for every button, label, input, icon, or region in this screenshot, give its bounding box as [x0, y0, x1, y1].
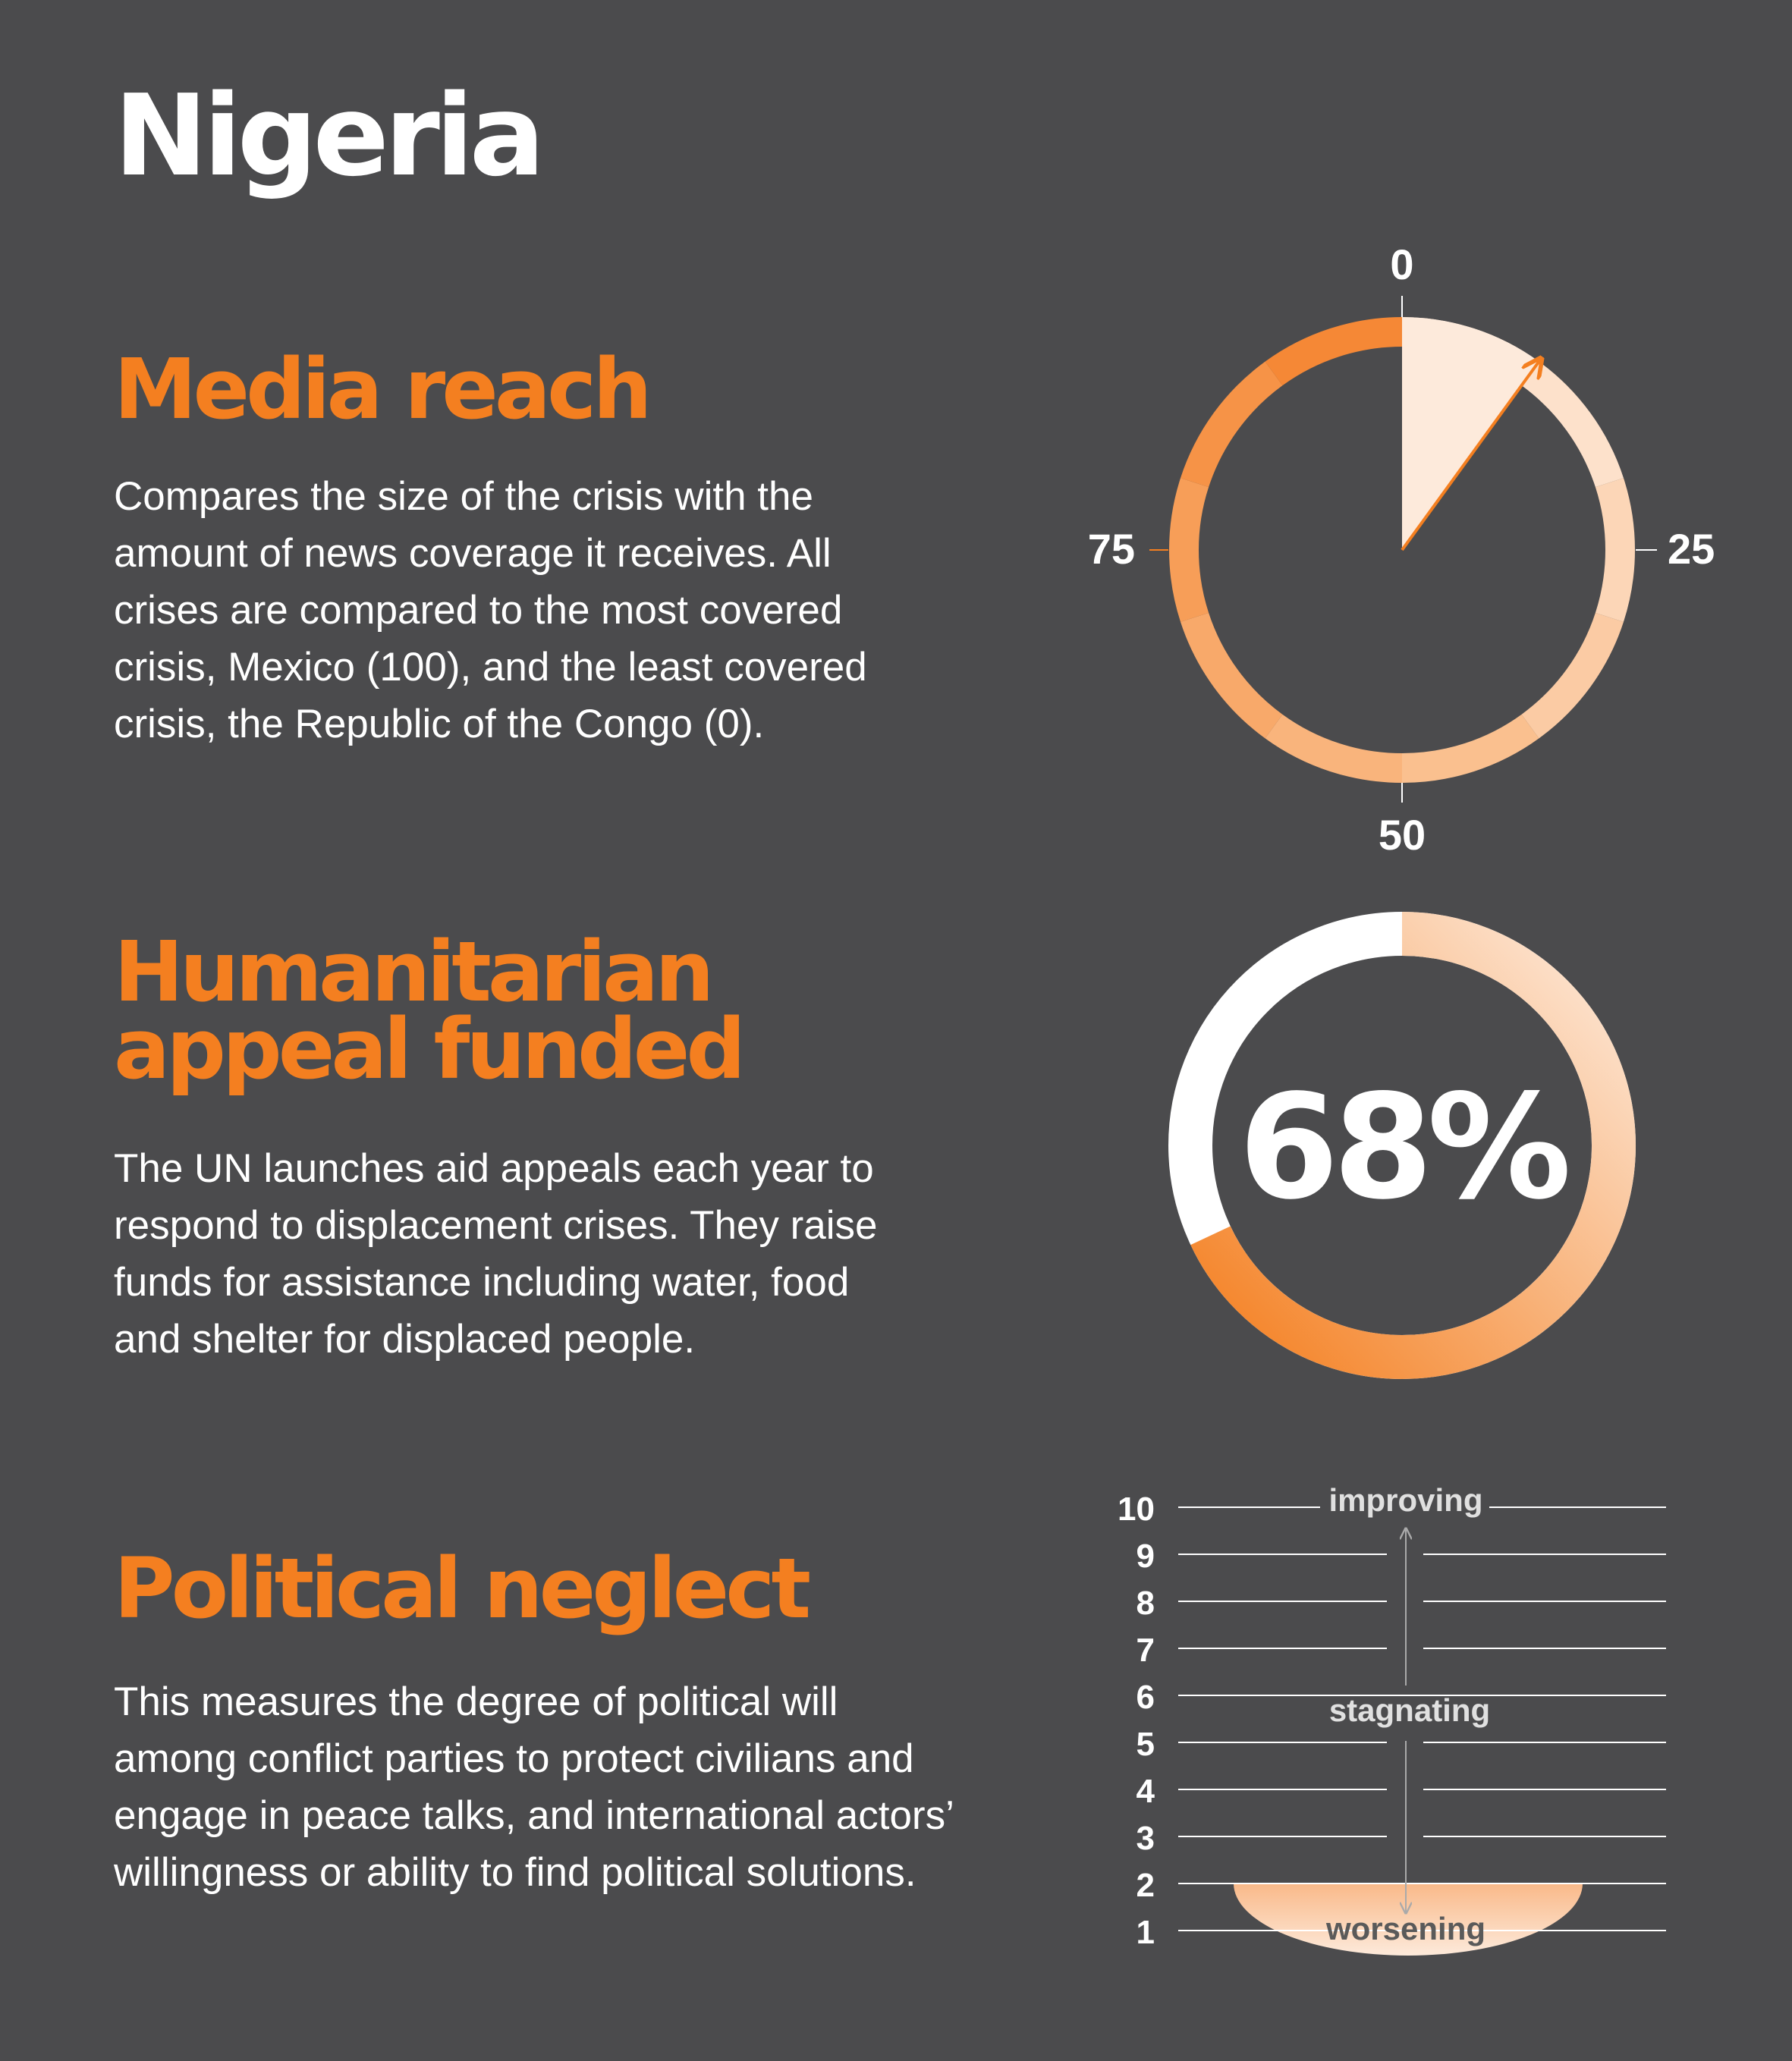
label-improving: improving — [1328, 1482, 1483, 1518]
media-reach-gauge — [1088, 240, 1715, 859]
label-stagnating: stagnating — [1328, 1692, 1491, 1728]
media-reach-line: amount of news coverage it receives. All — [114, 531, 832, 576]
gauge-segment — [1402, 715, 1539, 783]
gauge-label-50: 50 — [1378, 811, 1426, 859]
scale-number: 2 — [1136, 1867, 1155, 1904]
gauge-segment — [1181, 362, 1282, 488]
gauge-segment — [1169, 478, 1209, 622]
scale-number: 8 — [1136, 1585, 1155, 1622]
humanitarian-line: respond to displacement crises. They raise — [114, 1203, 878, 1248]
scale-number: 5 — [1136, 1726, 1155, 1763]
political-neglect-line: willingness or ability to find political solutions. — [114, 1850, 916, 1895]
neglect-scale — [1118, 1482, 1666, 1956]
page-title: Nigeria — [114, 71, 541, 201]
gauge-segment — [1181, 613, 1282, 739]
scale-numbers — [1118, 1491, 1155, 1951]
gauge-label-0: 0 — [1390, 240, 1414, 288]
funded-percent-label: 68% — [1238, 1063, 1566, 1231]
scale-number: 3 — [1136, 1820, 1155, 1857]
humanitarian-line: The UN launches aid appeals each year to — [114, 1146, 874, 1191]
gauge-segment — [1522, 362, 1624, 488]
media-reach-line: crisis, the Republic of the Congo (0). — [114, 702, 765, 746]
humanitarian-line: and shelter for displaced people. — [114, 1317, 696, 1362]
scale-number: 10 — [1118, 1491, 1155, 1528]
media-reach-line: crises are compared to the most covered — [114, 588, 843, 633]
funding-donut — [1190, 934, 1614, 1357]
scale-number: 4 — [1136, 1773, 1155, 1810]
gauge-segment — [1596, 478, 1635, 622]
media-reach-line: Compares the size of the crisis with the — [114, 474, 813, 519]
political-neglect-heading: Political neglect — [114, 1540, 808, 1637]
political-neglect-line: engage in peace talks, and international actors’ — [114, 1793, 954, 1838]
label-worsening: worsening — [1325, 1911, 1486, 1946]
media-reach-heading: Media reach — [114, 341, 649, 438]
scale-number: 9 — [1136, 1538, 1155, 1575]
gauge-segment — [1522, 613, 1624, 739]
humanitarian-heading-line: appeal funded — [114, 1001, 743, 1098]
scale-number: 1 — [1136, 1914, 1155, 1951]
gauge-label-75: 75 — [1087, 525, 1135, 573]
media-reach-line: crisis, Mexico (100), and the least covered — [114, 645, 867, 690]
gauge-pointer-wedge — [1402, 317, 1539, 550]
humanitarian-heading-line: Humanitarian — [114, 923, 711, 1020]
gauge-segment — [1265, 317, 1402, 385]
scale-number: 6 — [1136, 1679, 1155, 1716]
gauge-label-25: 25 — [1668, 525, 1715, 573]
scale-number: 7 — [1136, 1632, 1155, 1669]
gauge-segment — [1265, 715, 1402, 783]
political-neglect-line: among conflict parties to protect civilians and — [114, 1736, 914, 1781]
political-neglect-line: This measures the degree of political will — [114, 1679, 838, 1724]
humanitarian-line: funds for assistance including water, food — [114, 1260, 850, 1305]
